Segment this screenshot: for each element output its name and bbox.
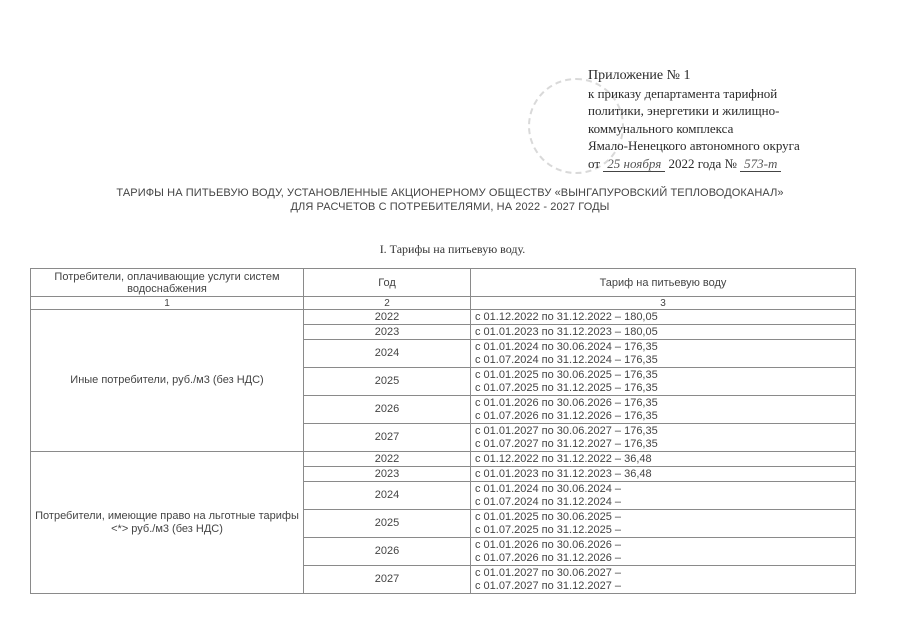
year-cell: 2023 — [304, 467, 471, 482]
order-number-handwritten: 573-т — [740, 156, 781, 172]
year-cell: 2024 — [304, 482, 471, 510]
column-number: 3 — [471, 297, 856, 310]
appendix-line: Приложение № 1 — [588, 68, 691, 83]
year-cell: 2023 — [304, 325, 471, 340]
tariff-line: с 01.07.2025 по 31.12.2025 – 176,35 — [475, 381, 658, 394]
year-cell: 2022 — [304, 452, 471, 467]
consumer-group-cell: Потребители, имеющие право на льготные тарифы <*> руб./м3 (без НДС) — [31, 452, 304, 594]
tariff-line: с 01.07.2024 по 31.12.2024 – — [475, 495, 622, 508]
tariff-table — [30, 268, 856, 594]
table-row — [31, 452, 856, 467]
tariff-cell — [471, 340, 856, 368]
consumer-group-cell: Иные потребители, руб./м3 (без НДС) — [31, 310, 304, 452]
tariff-line: с 01.07.2026 по 31.12.2026 – — [475, 551, 622, 564]
year-cell: 2025 — [304, 510, 471, 538]
title-line-1: ТАРИФЫ НА ПИТЬЕВУЮ ВОДУ, УСТАНОВЛЕННЫЕ АКЦИОНЕРНОМУ ОБЩЕСТВУ «ВЫНГАПУРОВСКИЙ ТЕПЛОВОДОКАНАЛ» — [116, 187, 784, 199]
tariff-cell — [471, 368, 856, 396]
tariff-cell — [471, 325, 856, 340]
appendix-line: политики, энергетики и жилищно- — [588, 103, 780, 118]
tariff-cell — [471, 566, 856, 594]
tariff-cell — [471, 310, 856, 325]
year-cell: 2026 — [304, 538, 471, 566]
appendix-line: к приказу департамента тарифной — [588, 85, 778, 101]
table-header-row — [31, 269, 856, 297]
tariff-line: с 01.07.2027 по 31.12.2027 – — [475, 579, 622, 592]
appendix-block — [588, 67, 888, 172]
tariff-cell — [471, 467, 856, 482]
tariff-line: с 01.01.2027 по 30.06.2027 – 176,35 — [475, 424, 658, 437]
tariff-line: с 01.01.2027 по 30.06.2027 – — [475, 566, 622, 579]
year-cell: 2022 — [304, 310, 471, 325]
header-consumers: Потребители, оплачивающие услуги систем водоснабжения — [31, 269, 304, 297]
year-cell: 2026 — [304, 396, 471, 424]
header-tariff: Тариф на питьевую воду — [471, 269, 856, 297]
column-number: 1 — [31, 297, 304, 310]
order-year: 2022 года № — [668, 155, 737, 171]
tariff-line: с 01.12.2022 по 31.12.2022 – 36,48 — [475, 452, 652, 465]
order-date-handwritten: 25 ноября — [603, 156, 665, 172]
tariff-line: с 01.07.2024 по 31.12.2024 – 176,35 — [475, 353, 658, 366]
tariff-line: с 01.01.2024 по 30.06.2024 – 176,35 — [475, 340, 658, 353]
appendix-line: коммунального комплекса — [588, 120, 734, 136]
table-row — [31, 310, 856, 325]
section-heading: I. Тарифы на питьевую воду. — [379, 242, 526, 256]
tariff-cell — [471, 424, 856, 452]
tariff-line: с 01.01.2024 по 30.06.2024 – — [475, 482, 622, 495]
tariff-line: с 01.07.2026 по 31.12.2026 – 176,35 — [475, 409, 658, 422]
tariff-line: с 01.01.2025 по 30.06.2025 – — [475, 510, 622, 523]
tariff-line: с 01.07.2027 по 31.12.2027 – 176,35 — [475, 437, 658, 450]
tariff-line: с 01.01.2025 по 30.06.2025 – 176,35 — [475, 368, 658, 381]
tariff-line: с 01.01.2026 по 30.06.2026 – — [475, 538, 622, 551]
year-cell: 2027 — [304, 566, 471, 594]
year-cell: 2024 — [304, 340, 471, 368]
tariff-line: с 01.01.2023 по 31.12.2023 – 180,05 — [475, 325, 658, 338]
order-line — [588, 155, 888, 173]
tariff-cell — [471, 452, 856, 467]
tariff-cell — [471, 396, 856, 424]
document-title — [40, 186, 860, 214]
appendix-line: Ямало-Ненецкого автономного округа — [588, 138, 800, 153]
tariff-cell — [471, 482, 856, 510]
title-line-2: ДЛЯ РАСЧЕТОВ С ПОТРЕБИТЕЛЯМИ, НА 2022 - 2027 ГОДЫ — [290, 201, 610, 213]
column-number: 2 — [304, 297, 471, 310]
year-cell: 2025 — [304, 368, 471, 396]
tariff-line: с 01.07.2025 по 31.12.2025 – — [475, 523, 622, 536]
tariff-line: с 01.12.2022 по 31.12.2022 – 180,05 — [475, 310, 658, 323]
tariff-cell — [471, 538, 856, 566]
year-cell: 2027 — [304, 424, 471, 452]
tariff-line: с 01.01.2026 по 30.06.2026 – 176,35 — [475, 396, 658, 409]
header-year: Год — [304, 269, 471, 297]
tariff-line: с 01.01.2023 по 31.12.2023 – 36,48 — [475, 467, 652, 480]
order-prefix: от — [588, 155, 601, 171]
tariff-cell — [471, 510, 856, 538]
column-number-row — [31, 297, 856, 310]
